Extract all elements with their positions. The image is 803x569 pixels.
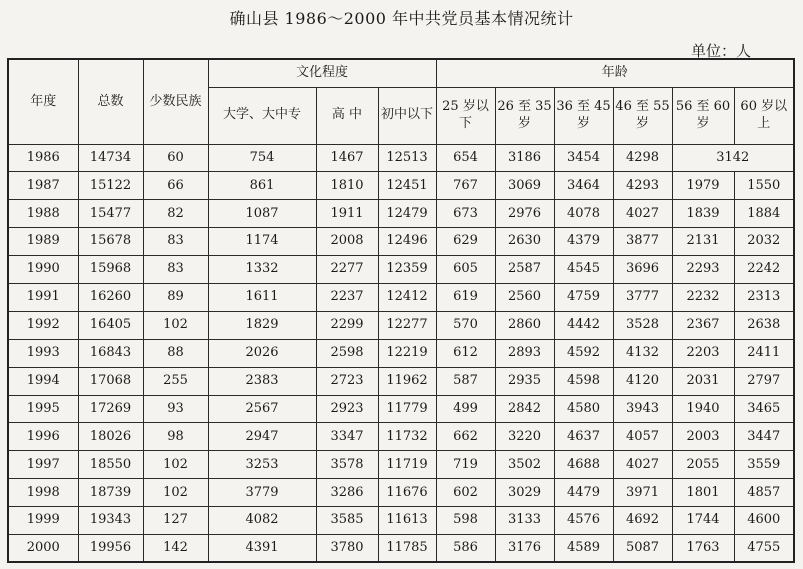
table-cell: 598 (436, 507, 495, 535)
table-cell: 2598 (316, 339, 378, 367)
table-cell: 12359 (378, 256, 436, 284)
header-age-36-45: 36 至 45 岁 (554, 87, 613, 144)
table-cell: 662 (436, 423, 495, 451)
table-cell: 619 (436, 283, 495, 311)
table-cell: 1997 (8, 451, 78, 479)
table-cell: 2860 (495, 311, 554, 339)
table-cell: 2383 (208, 367, 316, 395)
table-cell: 1987 (8, 172, 78, 200)
table-row (8, 172, 794, 200)
table-cell: 98 (143, 423, 208, 451)
table-row (8, 367, 794, 395)
table-cell: 3559 (734, 451, 794, 479)
table-cell: 2923 (316, 395, 378, 423)
table-cell: 2947 (208, 423, 316, 451)
table-cell: 570 (436, 311, 495, 339)
table-cell: 16260 (78, 283, 143, 311)
table-cell: 3502 (495, 451, 554, 479)
table-cell: 3779 (208, 479, 316, 507)
table-cell: 2893 (495, 339, 554, 367)
table-cell: 3454 (554, 144, 613, 172)
table-cell: 11676 (378, 479, 436, 507)
table-cell: 11962 (378, 367, 436, 395)
table-cell: 2237 (316, 283, 378, 311)
table-cell: 4592 (554, 339, 613, 367)
table-cell: 14734 (78, 144, 143, 172)
header-edu-university: 大学、大中专 (208, 87, 316, 144)
table-cell: 3777 (613, 283, 672, 311)
table-cell: 3220 (495, 423, 554, 451)
table-cell: 1801 (672, 479, 734, 507)
table-cell: 673 (436, 200, 495, 228)
table-cell: 102 (143, 451, 208, 479)
table-cell: 2313 (734, 283, 794, 311)
table-cell: 2055 (672, 451, 734, 479)
table-cell: 2026 (208, 339, 316, 367)
table-cell: 4078 (554, 200, 613, 228)
table-cell: 15678 (78, 228, 143, 256)
table-cell: 142 (143, 534, 208, 562)
table-cell: 3943 (613, 395, 672, 423)
table-cell: 83 (143, 256, 208, 284)
table-cell: 2242 (734, 256, 794, 284)
table-cell: 3877 (613, 228, 672, 256)
table-cell: 4057 (613, 423, 672, 451)
table-cell: 4580 (554, 395, 613, 423)
table-cell: 1332 (208, 256, 316, 284)
table-cell: 3578 (316, 451, 378, 479)
table-body (8, 144, 794, 562)
table-cell: 3971 (613, 479, 672, 507)
table-cell: 2935 (495, 367, 554, 395)
table-cell: 66 (143, 172, 208, 200)
table-cell: 1940 (672, 395, 734, 423)
table-cell: 4600 (734, 507, 794, 535)
table-cell: 4692 (613, 507, 672, 535)
header-total: 总数 (78, 59, 143, 144)
table-cell: 3186 (495, 144, 554, 172)
table-cell: 83 (143, 228, 208, 256)
table-cell: 1999 (8, 507, 78, 535)
table-cell: 4589 (554, 534, 613, 562)
table-cell: 629 (436, 228, 495, 256)
table-cell: 11785 (378, 534, 436, 562)
header-edu-high: 高 中 (316, 87, 378, 144)
header-age-46-55: 46 至 55 岁 (613, 87, 672, 144)
table-cell: 2630 (495, 228, 554, 256)
table-cell: 2797 (734, 367, 794, 395)
table-row (8, 423, 794, 451)
table-cell: 60 (143, 144, 208, 172)
table-cell: 4479 (554, 479, 613, 507)
table-cell: 3447 (734, 423, 794, 451)
table-cell: 89 (143, 283, 208, 311)
table-cell: 1550 (734, 172, 794, 200)
table-cell: 4576 (554, 507, 613, 535)
table-cell: 3029 (495, 479, 554, 507)
table-row (8, 311, 794, 339)
table-cell: 2008 (316, 228, 378, 256)
table-row (8, 283, 794, 311)
table-cell: 4545 (554, 256, 613, 284)
table-cell: 15968 (78, 256, 143, 284)
table-cell: 11613 (378, 507, 436, 535)
table-cell: 11719 (378, 451, 436, 479)
table-cell: 16843 (78, 339, 143, 367)
table-cell: 4082 (208, 507, 316, 535)
table-row (8, 256, 794, 284)
table-cell: 4379 (554, 228, 613, 256)
header-age-26-35: 26 至 35 岁 (495, 87, 554, 144)
table-cell: 4293 (613, 172, 672, 200)
table-cell: 4027 (613, 200, 672, 228)
table-cell: 587 (436, 367, 495, 395)
unit-label: 单位：人 (690, 42, 751, 60)
table-cell: 3347 (316, 423, 378, 451)
table-cell: 2638 (734, 311, 794, 339)
table-cell: 2277 (316, 256, 378, 284)
table-cell: 82 (143, 200, 208, 228)
table-cell: 2032 (734, 228, 794, 256)
table-cell: 3176 (495, 534, 554, 562)
table-row (8, 479, 794, 507)
table-cell: 3696 (613, 256, 672, 284)
table-cell: 4442 (554, 311, 613, 339)
table-cell: 4598 (554, 367, 613, 395)
table-cell: 1991 (8, 283, 78, 311)
table-cell: 767 (436, 172, 495, 200)
table-row (8, 339, 794, 367)
table-row (8, 228, 794, 256)
table-cell: 2560 (495, 283, 554, 311)
header-age-under-25: 25 岁以下 (436, 87, 495, 144)
table-cell: 12412 (378, 283, 436, 311)
table-cell: 4132 (613, 339, 672, 367)
table-cell: 15477 (78, 200, 143, 228)
table-cell: 586 (436, 534, 495, 562)
table-cell: 4688 (554, 451, 613, 479)
table-cell: 3465 (734, 395, 794, 423)
table-cell: 18550 (78, 451, 143, 479)
table-cell: 3286 (316, 479, 378, 507)
table-cell: 1979 (672, 172, 734, 200)
table-cell: 102 (143, 479, 208, 507)
table-cell: 654 (436, 144, 495, 172)
table-cell: 4391 (208, 534, 316, 562)
table-cell: 3133 (495, 507, 554, 535)
table-row (8, 451, 794, 479)
table-cell: 4120 (613, 367, 672, 395)
table-cell: 1993 (8, 339, 78, 367)
table-cell: 1087 (208, 200, 316, 228)
table-cell: 1986 (8, 144, 78, 172)
table-cell: 1810 (316, 172, 378, 200)
table-cell: 1763 (672, 534, 734, 562)
table-cell: 18026 (78, 423, 143, 451)
header-age-56-60: 56 至 60 岁 (672, 87, 734, 144)
header-edu-junior: 初中以下 (378, 87, 436, 144)
table-cell: 12219 (378, 339, 436, 367)
table-cell: 2299 (316, 311, 378, 339)
table-cell: 1994 (8, 367, 78, 395)
table-cell: 2031 (672, 367, 734, 395)
table-cell: 11732 (378, 423, 436, 451)
table-cell: 12513 (378, 144, 436, 172)
table-cell: 16405 (78, 311, 143, 339)
table-cell: 15122 (78, 172, 143, 200)
table-cell: 4027 (613, 451, 672, 479)
table-cell: 5087 (613, 534, 672, 562)
table-cell: 19343 (78, 507, 143, 535)
table-cell: 1611 (208, 283, 316, 311)
table-cell: 2232 (672, 283, 734, 311)
table-row (8, 395, 794, 423)
table-cell: 2842 (495, 395, 554, 423)
table-cell: 255 (143, 367, 208, 395)
table-cell: 719 (436, 451, 495, 479)
table-cell: 2567 (208, 395, 316, 423)
table-cell: 2367 (672, 311, 734, 339)
table-row (8, 507, 794, 535)
table-row (8, 200, 794, 228)
table-cell: 127 (143, 507, 208, 535)
table-cell: 17068 (78, 367, 143, 395)
table-cell: 17269 (78, 395, 143, 423)
table-cell: 3253 (208, 451, 316, 479)
table-cell: 88 (143, 339, 208, 367)
header-year: 年度 (8, 59, 78, 144)
table-cell: 4298 (613, 144, 672, 172)
table-cell: 3069 (495, 172, 554, 200)
table-cell: 12496 (378, 228, 436, 256)
table-cell: 2976 (495, 200, 554, 228)
table-cell: 11779 (378, 395, 436, 423)
table-cell: 1990 (8, 256, 78, 284)
table-cell: 612 (436, 339, 495, 367)
table-cell: 1467 (316, 144, 378, 172)
table-cell: 1996 (8, 423, 78, 451)
header-education: 文化程度 (208, 59, 436, 87)
table-cell: 12451 (378, 172, 436, 200)
header-age: 年龄 (436, 59, 794, 87)
table-cell: 3528 (613, 311, 672, 339)
table-cell: 2293 (672, 256, 734, 284)
table-cell: 1998 (8, 479, 78, 507)
table-cell: 2411 (734, 339, 794, 367)
table-cell: 18739 (78, 479, 143, 507)
table-cell: 3585 (316, 507, 378, 535)
table-cell: 2003 (672, 423, 734, 451)
table-row (8, 144, 794, 172)
table-cell: 4637 (554, 423, 613, 451)
table-cell: 1995 (8, 395, 78, 423)
table-row (8, 534, 794, 562)
header-age-over-60: 60 岁以上 (734, 87, 794, 144)
table-cell: 1829 (208, 311, 316, 339)
table-cell: 1989 (8, 228, 78, 256)
statistics-table (7, 58, 795, 563)
table-cell: 754 (208, 144, 316, 172)
table-cell: 499 (436, 395, 495, 423)
table-cell: 1992 (8, 311, 78, 339)
table-cell: 2723 (316, 367, 378, 395)
table-cell: 12277 (378, 311, 436, 339)
table-cell: 602 (436, 479, 495, 507)
table-cell: 2587 (495, 256, 554, 284)
table-cell: 3780 (316, 534, 378, 562)
table-cell: 4759 (554, 283, 613, 311)
table-cell: 1744 (672, 507, 734, 535)
table-cell: 1174 (208, 228, 316, 256)
table-cell: 12479 (378, 200, 436, 228)
table-cell: 4755 (734, 534, 794, 562)
table-cell: 19956 (78, 534, 143, 562)
table-cell: 93 (143, 395, 208, 423)
header-minority: 少数民族 (143, 59, 208, 144)
table-cell: 102 (143, 311, 208, 339)
table-cell: 3142 (672, 144, 794, 172)
table-cell: 2000 (8, 534, 78, 562)
table-cell: 1911 (316, 200, 378, 228)
table-cell: 4857 (734, 479, 794, 507)
table-cell: 1988 (8, 200, 78, 228)
table-cell: 3464 (554, 172, 613, 200)
table-cell: 861 (208, 172, 316, 200)
table-cell: 605 (436, 256, 495, 284)
table-cell: 1884 (734, 200, 794, 228)
table-title: 确山县 1986～2000 年中共党员基本情况统计 (229, 9, 574, 28)
table-cell: 1839 (672, 200, 734, 228)
table-cell: 2203 (672, 339, 734, 367)
table-cell: 2131 (672, 228, 734, 256)
